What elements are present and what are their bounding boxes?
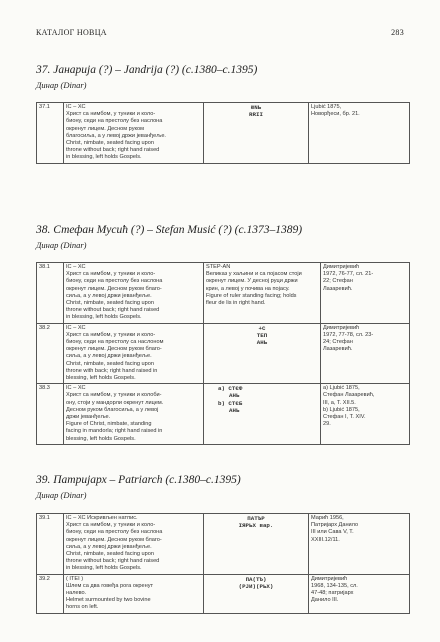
text-line: биону, седи на престолу без наслона <box>66 118 163 125</box>
catalog-number: 37.1 <box>37 103 64 164</box>
text-line: окренут лицем. Десном руком благо- <box>66 346 162 353</box>
text-line: 29. <box>323 421 331 428</box>
text-line: ЮNЬ <box>250 104 262 111</box>
text-line: биону, седи на престолу без наслона <box>66 529 163 536</box>
section-subtitle: Динар (Dinar) <box>36 80 87 90</box>
catalog-number: 39.1 <box>37 514 64 575</box>
references <box>309 514 410 575</box>
text-line: facing in mandorla; right hand raised in <box>66 428 163 435</box>
text-line: +C <box>258 324 266 332</box>
text-line: ПАТЪР <box>247 515 265 522</box>
catalog-table-37 <box>36 102 410 164</box>
text-line: throne without back; right hand raised <box>66 307 160 314</box>
text-line: IC – XC <box>66 264 86 270</box>
text-line: 24; Стефан <box>323 339 353 346</box>
text-line: благосиља, а у левој држи јеванђеље. <box>66 132 166 139</box>
text-line: Великаз у хаљини и са појасом стоји <box>206 271 302 278</box>
text-line: Христ са нимбом, у туники и колоби- <box>66 392 162 399</box>
text-line: окренут лицем. У десној руци држи <box>206 278 298 285</box>
obverse-description <box>64 263 204 324</box>
text-line: III или Сава V, T. <box>311 529 354 536</box>
text-line: in blessing, left holds Gospels. <box>66 314 142 321</box>
section-38-heading <box>36 224 302 250</box>
catalog-number: 39.2 <box>37 574 64 613</box>
text-line: АНЬ <box>256 339 268 347</box>
text-line: in blessing, left holds Gospels. <box>66 565 142 572</box>
text-line: 22; Стефан <box>323 278 353 285</box>
text-line: Патријарх Данило <box>311 522 359 529</box>
section-39-heading <box>36 474 241 500</box>
text-line: b) СТЄБ <box>218 399 243 407</box>
text-line: STEP-AN <box>206 264 231 270</box>
text-line: Стефан I, T. XIV. <box>323 414 366 421</box>
text-line: Данило III. <box>311 597 339 604</box>
text-line: Лазаревић. <box>323 346 353 353</box>
text-line: fleur de lis in right hand. <box>206 300 266 307</box>
text-line: сиља, а у левој држи јеванђеље. <box>66 292 152 299</box>
text-line: Димитријевић <box>323 324 360 331</box>
text-line: крин, а левој у почива на појасу. <box>206 285 290 292</box>
text-line: RRII <box>249 111 263 119</box>
running-header <box>36 28 404 42</box>
text-line: throne without back; right hand raised <box>66 558 160 565</box>
table-row <box>37 263 410 324</box>
text-line: Christ, nimbate, seated facing upon <box>66 360 154 367</box>
obverse-description <box>64 384 204 445</box>
section-title: 39. Патријарх – Patriarch (c.1380–c.1395) <box>36 474 241 486</box>
text-line: Christ, nimbate, seated facing upon <box>66 300 154 307</box>
section-subtitle: Динар (Dinar) <box>36 490 87 500</box>
text-line: налево. <box>66 590 87 597</box>
text-line: АНЬ <box>229 392 240 400</box>
text-line: Христ са нимбом, у туники и коло- <box>66 331 156 338</box>
text-line: Десном руком благосиља, а у левој <box>66 406 159 413</box>
text-line: Христ са нимбом, у туники и коло- <box>66 111 156 118</box>
catalog-number: 38.3 <box>37 384 64 445</box>
text-line: окренут лицем. Десном руком благо- <box>66 536 162 543</box>
reverse-description <box>204 514 309 575</box>
text-line: окренут лицем. Десном руком благо- <box>66 285 162 292</box>
section-title: 37. Јанарија (?) – Jandrija (?) (c.1380–c.1395) <box>36 64 258 76</box>
obverse-description <box>64 323 204 384</box>
obverse-description <box>64 103 204 164</box>
text-line: IC – XC Искривљен натпис. <box>66 515 138 521</box>
reverse-description <box>204 263 321 324</box>
text-line: blessing, left holds Gospels. <box>66 435 136 442</box>
reverse-description <box>204 384 321 445</box>
text-line: throne with back; right hand raised in <box>66 367 158 374</box>
text-line: 1972, 76-77, сл. 21- <box>323 271 374 278</box>
text-line: 47-48; патријарх <box>311 590 354 597</box>
text-line: Christ, nimbate, seated facing upon <box>66 140 154 147</box>
text-line: биону, седи на престолу са наслоном <box>66 339 164 346</box>
section-title: 38. Стефан Мусић (?) – Stefan Musić (?) (c.1373–1389) <box>36 224 303 236</box>
text-line: throne without back; right hand raised <box>66 147 160 154</box>
text-line: a) СТЄФ <box>218 385 243 393</box>
text-line: IC – XC <box>66 385 86 392</box>
table-row <box>37 574 410 613</box>
reverse-description <box>204 103 309 164</box>
reverse-description <box>204 323 321 384</box>
text-line: (РЈИ)(РЬХ) <box>238 582 274 590</box>
section-subtitle: Динар (Dinar) <box>36 240 87 250</box>
text-line: Стефан Лазаревић, <box>323 392 375 399</box>
text-line: сиља, а у левој држи јеванђеље. <box>66 543 152 550</box>
text-line: ТЕП <box>256 331 268 339</box>
obverse-description <box>64 514 204 575</box>
text-line: in blessing, left holds Gospels. <box>66 154 142 161</box>
references <box>321 263 410 324</box>
text-line: 1972, 77-78, сл. 23- <box>323 331 374 338</box>
text-line: Figure of ruler standing facing; holds <box>206 292 297 299</box>
table-row <box>37 323 410 384</box>
text-line: Лазаревић. <box>323 285 353 292</box>
text-line: Christ, nimbate, seated facing upon <box>66 551 154 558</box>
text-line: horns on left. <box>66 604 99 611</box>
text-line: Димитријевић <box>323 264 360 270</box>
table-row <box>37 514 410 575</box>
text-line: ПА(ТЪ) <box>245 575 267 583</box>
catalog-table-38 <box>36 262 410 445</box>
text-line: Новорђеси, бр. 21. <box>311 111 360 118</box>
text-line: сиља, а у левој држи јеванђеље. <box>66 353 152 360</box>
text-line: Figure of Christ, nimbate, standing <box>66 421 152 428</box>
table-row <box>37 103 410 164</box>
text-line: Христ са нимбом, у туники и коло- <box>66 271 156 278</box>
text-line: a) Ljubić 1875, <box>323 385 360 392</box>
text-line: IC – XC <box>66 104 86 110</box>
text-line: ІЯРЬХ вар. <box>238 522 274 530</box>
references <box>309 103 410 164</box>
text-line: blessing, left holds Gospels. <box>66 375 136 382</box>
text-line: биону, седи на престолу без наслона <box>66 278 163 285</box>
references <box>321 323 410 384</box>
obverse-description <box>64 574 204 613</box>
text-line: ону, стоји у мандорли окренут лицем. <box>66 399 164 406</box>
reverse-description <box>204 574 309 613</box>
text-line: III, a, T. XII.5. <box>323 399 356 406</box>
text-line: 1968, 134-135, сл. <box>311 582 358 589</box>
text-line: Христ са нимбом, у туники и коло- <box>66 522 156 529</box>
section-37-heading <box>36 64 257 90</box>
text-line: Шлем са два говеђа рога окренут <box>66 582 154 589</box>
text-line: b) Ljubić 1875, <box>323 406 360 413</box>
catalog-number: 38.1 <box>37 263 64 324</box>
table-row <box>37 384 410 445</box>
text-line: АНЬ <box>229 406 240 414</box>
page-number: 283 <box>391 28 404 37</box>
text-line: окренут лицем. Десном руком <box>66 125 144 132</box>
text-line: Марић 1956, <box>311 515 344 521</box>
text-line: IC – XC <box>66 324 86 331</box>
references <box>309 574 410 613</box>
text-line: држи јеванђеље. <box>66 414 111 421</box>
running-title: КАТАЛОГ НОВЦА <box>36 28 107 37</box>
text-line: Ljubić 1875, <box>311 104 342 110</box>
text-line: Димитријевић <box>311 575 348 582</box>
text-line: ( ITEI ) <box>66 575 84 582</box>
references <box>321 384 410 445</box>
catalog-number: 38.2 <box>37 323 64 384</box>
text-line: XXIII.12/11. <box>311 536 340 543</box>
text-line: Helmet surmounted by two bovine <box>66 597 151 604</box>
catalog-table-39 <box>36 513 410 614</box>
